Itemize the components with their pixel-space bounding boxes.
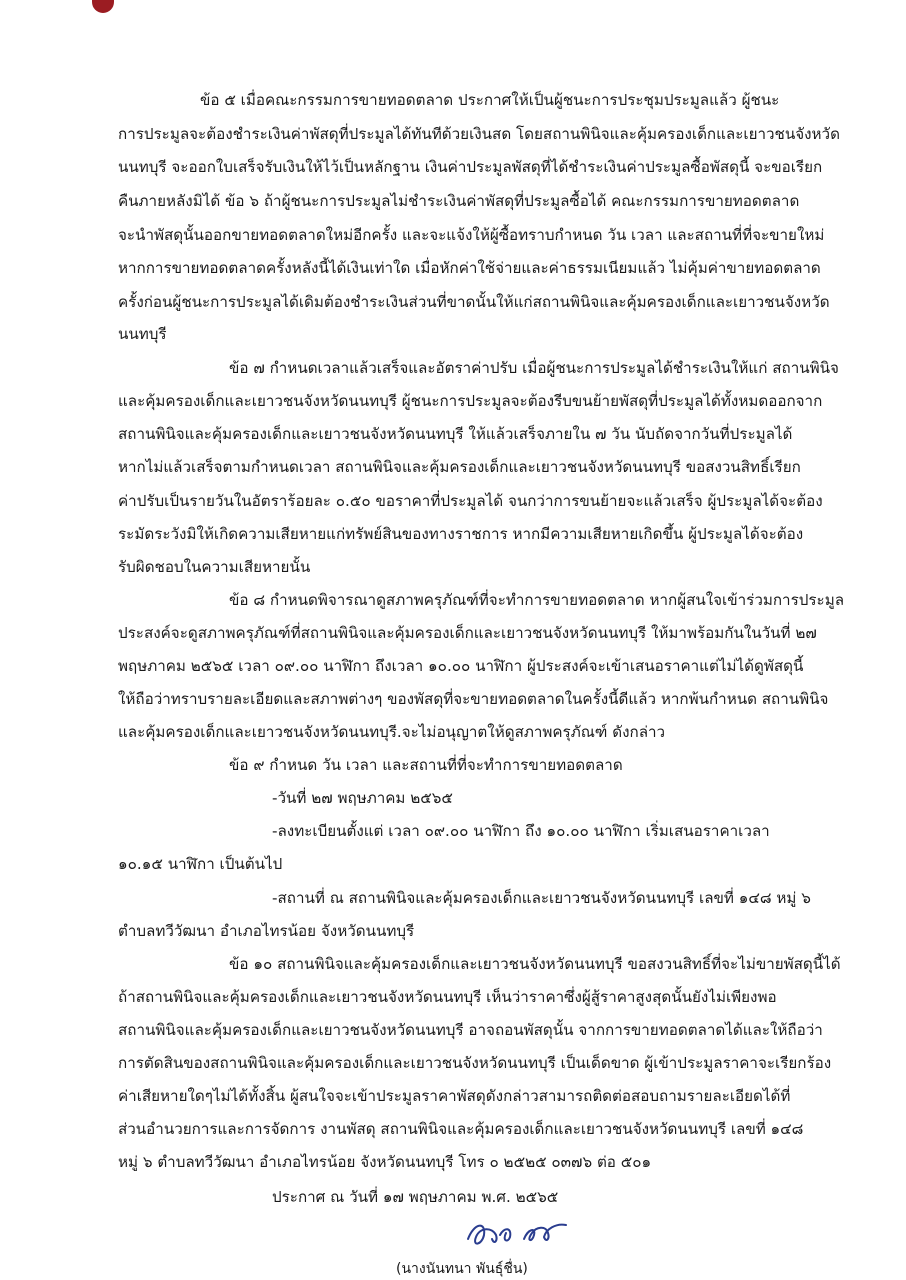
clause-5-line-4: คืนภายหลังมิได้ ข้อ ๖ ถ้าผู้ชนะการประมูลไม่ชำระเงินค่าพัสดุที่ประมูลซื้อได้ คณะกรรมการขายทอดตลาด	[118, 192, 800, 210]
clause-7-line-3: สถานพินิจและคุ้มครองเด็กและเยาวชนจังหวัดนนทบุรี ให้แล้วเสร็จภายใน ๗ วัน นับถัดจากวันที่ประมูลได้	[118, 425, 793, 443]
clause-7-line-6: ระมัดระวังมิให้เกิดความเสียหายแก่ทรัพย์สินของทางราชการ หากมีความเสียหายเกิดขึ้น ผู้ประมูลได้จะต้อง	[118, 525, 804, 543]
clause-5-line-2: การประมูลจะต้องชำระเงินค่าพัสดุที่ประมูลได้ทันทีด้วยเงินสด โดยสถานพินิจและคุ้มครองเด็กและเยาวชนจังหวัด	[118, 125, 840, 143]
clause-5-line-6: หากการขายทอดตลาดครั้งหลังนี้ได้เงินเท่าใด เมื่อหักค่าใช้จ่ายและค่าธรรมเนียมแล้ว ไม่คุ้มค่าขายทอดตลาด	[118, 259, 821, 277]
clause-10-line-1: ข้อ ๑๐ สถานพินิจและคุ้มครองเด็กและเยาวชนจังหวัดนนทบุรี ขอสงวนสิทธิ์ที่จะไม่ขายพัสดุนี้ได้	[229, 955, 841, 973]
clause-10-line-6: ส่วนอำนวยการและการจัดการ งานพัสดุ สถานพินิจและคุ้มครองเด็กและเยาวชนจังหวัดนนทบุรี เลขที่ ๑๔๘	[118, 1120, 804, 1138]
clause-5-line-3: นนทบุรี จะออกใบเสร็จรับเงินให้ไว้เป็นหลักฐาน เงินค่าประมูลพัสดุที่ได้ชำระเงินค่าประมูลซื้อพัสดุนี้ จะขอเรียก	[118, 158, 823, 176]
clause-8-line-2: ประสงค์จะดูสภาพครุภัณฑ์ที่สถานพินิจและคุ้มครองเด็กและเยาวชนจังหวัดนนทบุรี ให้มาพร้อมกันในวันที่ ๒๗	[118, 624, 817, 642]
clause-9-date: -วันที่ ๒๗ พฤษภาคม ๒๕๖๕	[272, 789, 453, 807]
clause-7-line-1: ข้อ ๗ กำหนดเวลาแล้วเสร็จและอัตราค่าปรับ เมื่อผู้ชนะการประมูลได้ชำระเงินให้แก่ สถานพินิจ	[229, 359, 839, 377]
corner-punch-mark	[92, 0, 114, 13]
clause-7-line-7: รับผิดชอบในความเสียหายนั้น	[118, 558, 311, 576]
clause-5-line-7: ครั้งก่อนผู้ชนะการประมูลได้เดิมต้องชำระเงินส่วนที่ขาดนั้นให้แก่สถานพินิจและคุ้มครองเด็กและเยาวชนจังหวัด	[118, 293, 830, 311]
announcement-date: ประกาศ ณ วันที่ ๑๗ พฤษภาคม พ.ศ. ๒๕๖๕	[272, 1188, 559, 1206]
clause-10-line-2: ถ้าสถานพินิจและคุ้มครองเด็กและเยาวชนจังหวัดนนทบุรี เห็นว่าราคาซึ่งผู้สู้ราคาสูงสุดนั้นยังไม่เพียงพอ	[118, 988, 777, 1006]
clause-9-time-cont: ๑๐.๑๕ นาฬิกา เป็นต้นไป	[118, 855, 283, 873]
clause-7-line-4: หากไม่แล้วเสร็จตามกำหนดเวลา สถานพินิจและคุ้มครองเด็กและเยาวชนจังหวัดนนทบุรี ขอสงวนสิทธิ์เรียก	[118, 458, 801, 476]
clause-9-registration: -ลงทะเบียนตั้งแต่ เวลา ๐๙.๐๐ นาฬิกา ถึง ๑๐.๐๐ นาฬิกา เริ่มเสนอราคาเวลา	[272, 822, 770, 840]
clause-10-line-5: ค่าเสียหายใดๆไม่ได้ทั้งสิ้น ผู้สนใจจะเข้าประมูลราคาพัสดุดังกล่าวสามารถติดต่อสอบถามรายละเอียดได้ที่	[118, 1087, 791, 1105]
clause-10-line-4: การตัดสินของสถานพินิจและคุ้มครองเด็กและเยาวชนจังหวัดนนทบุรี เป็นเด็ดขาด ผู้เข้าประมูลราคาจะเรียกร้อง	[118, 1054, 832, 1072]
clause-5-line-5: จะนำพัสดุนั้นออกขายทอดตลาดใหม่อีกครั้ง และจะแจ้งให้ผู้ซื้อทราบกำหนด วัน เวลา และสถานที่ที่จะขายใหม่	[118, 226, 825, 244]
clause-5-line-1: ข้อ ๕ เมื่อคณะกรรมการขายทอดตลาด ประกาศให้เป็นผู้ชนะการประชุมประมูลแล้ว ผู้ชนะ	[200, 91, 780, 109]
clause-9-line-1: ข้อ ๙ กำหนด วัน เวลา และสถานที่ที่จะทำการขายทอดตลาด	[229, 756, 623, 774]
clause-8-line-5: และคุ้มครองเด็กและเยาวชนจังหวัดนนทบุรี.จะไม่อนุญาตให้ดูสภาพครุภัณฑ์ ดังกล่าว	[118, 723, 666, 741]
clause-7-line-5: ค่าปรับเป็นรายวันในอัตราร้อยละ ๐.๕๐ ขอราคาที่ประมูลได้ จนกว่าการขนย้ายจะแล้วเสร็จ ผู้ประมูลได้จะต้อง	[118, 492, 823, 510]
clause-5-line-8: นนทบุรี	[118, 325, 167, 343]
clause-10-line-3: สถานพินิจและคุ้มครองเด็กและเยาวชนจังหวัดนนทบุรี อาจถอนพัสดุนั้น จากการขายทอดตลาดได้และให้ถือว่า	[118, 1021, 823, 1039]
clause-8-line-3: พฤษภาคม ๒๕๖๕ เวลา ๐๙.๐๐ นาฬิกา ถึงเวลา ๑๐.๐๐ นาฬิกา ผู้ประสงค์จะเข้าเสนอราคาแต่ไม่ได้ดูพัสดุนี้	[118, 657, 804, 675]
clause-7-line-2: และคุ้มครองเด็กและเยาวชนจังหวัดนนทบุรี ผู้ชนะการประมูลจะต้องรีบขนย้ายพัสดุที่ประมูลได้ทั้งหมดออกจาก	[118, 392, 823, 410]
signer-name: (นางนันทนา พันธุ์ชื่น)	[396, 1261, 528, 1277]
clause-8-line-1: ข้อ ๘ กำหนดพิจารณาดูสภาพครุภัณฑ์ที่จะทำการขายทอดตลาด หากผู้สนใจเข้าร่วมการประมูล	[229, 591, 845, 609]
clause-9-location: -สถานที่ ณ สถานพินิจและคุ้มครองเด็กและเยาวชนจังหวัดนนทบุรี เลขที่ ๑๔๘ หมู่ ๖	[272, 889, 811, 907]
handwritten-signature	[462, 1213, 582, 1257]
clause-9-location-cont: ตำบลทวีวัฒนา อำเภอไทรน้อย จังหวัดนนทบุรี	[118, 922, 415, 940]
clause-10-line-7: หมู่ ๖ ตำบลทวีวัฒนา อำเภอไทรน้อย จังหวัดนนทบุรี โทร ๐ ๒๕๒๕ ๐๓๗๖ ต่อ ๕๐๑	[118, 1153, 652, 1171]
clause-8-line-4: ให้ถือว่าทราบรายละเอียดและสภาพต่างๆ ของพัสดุที่จะขายทอดตลาดในครั้งนี้ดีแล้ว หากพ้นกำหนด สถานพินิจ	[118, 690, 829, 708]
